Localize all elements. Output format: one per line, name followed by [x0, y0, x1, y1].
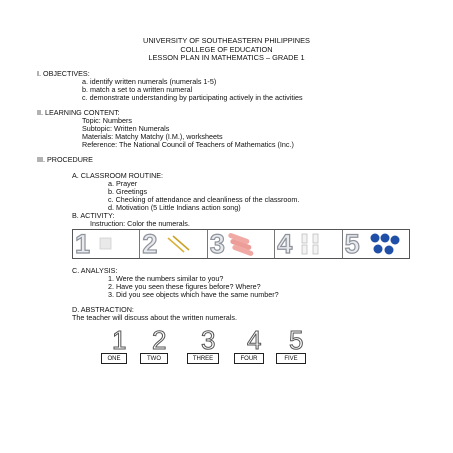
four-bottles-icon: [275, 230, 342, 258]
number-word-box: FOUR: [234, 353, 264, 364]
abstraction-text: The teacher will discuss about the written numerals.: [72, 313, 237, 322]
one-square-icon: [73, 230, 140, 258]
learning-content-heading: II. LEARNING CONTENT:: [37, 108, 120, 117]
content-line: Materials: Matchy Matchy (I.M.), worksheets: [82, 132, 223, 141]
numeral-cell-4: [275, 230, 342, 258]
routine-item: b. Greetings: [108, 187, 148, 196]
numeral-cell-2: [140, 230, 207, 258]
content-line: Reference: The National Council of Teachers of Mathematics (Inc.): [82, 140, 294, 149]
content-line: Subtopic: Written Numerals: [82, 124, 170, 133]
outline-numeral: 3: [201, 325, 216, 355]
numeral-cell-1: [73, 230, 140, 258]
analysis-question: 2. Have you seen these figures before? Where?: [108, 282, 261, 291]
objective-item: b. match a set to a written numeral: [82, 85, 193, 94]
outlined-numeral: 5: [344, 230, 360, 258]
activity-instruction: Instruction: Color the numerals.: [90, 219, 190, 228]
objectives-heading: I. OBJECTIVES:: [37, 69, 90, 78]
analysis-heading: C. ANALYSIS:: [72, 266, 118, 275]
number-word-box: ONE: [101, 353, 127, 364]
routine-heading: A. CLASSROOM ROUTINE:: [72, 171, 164, 180]
outlined-numeral: 4: [277, 230, 293, 258]
numeral-cell-5: [343, 230, 409, 258]
numeral-cell-3: [208, 230, 275, 258]
outlined-numeral: 1: [75, 230, 91, 258]
university-name: UNIVERSITY OF SOUTHEASTERN PHILIPPINES: [142, 36, 310, 45]
number-word-box: FIVE: [276, 353, 306, 364]
outline-numeral: 2: [152, 325, 167, 355]
two-pencils-icon: [140, 230, 207, 258]
plan-title: LESSON PLAN IN MATHEMATICS – GRADE 1: [148, 53, 305, 62]
abstraction-heading: D. ABSTRACTION:: [72, 305, 134, 314]
outline-numeral: 1: [112, 325, 127, 355]
objective-item: c. demonstrate understanding by participating actively in the activities: [82, 93, 303, 102]
numeral-coloring-strip: [72, 229, 410, 259]
activity-heading: B. ACTIVITY:: [72, 211, 115, 220]
outlined-numeral: 3: [209, 230, 225, 258]
number-word-box: THREE: [187, 353, 219, 364]
routine-item: c. Checking of attendance and cleanliness of the classroom.: [108, 195, 300, 204]
outlined-numeral: 2: [142, 230, 158, 258]
number-word-box: TWO: [140, 353, 168, 364]
content-line: Topic: Numbers: [82, 116, 132, 125]
procedure-heading: III. PROCEDURE: [37, 155, 93, 164]
objective-item: a. identify written numerals (numerals 1-5): [82, 77, 217, 86]
outline-numeral: 4: [247, 325, 262, 355]
outline-numeral: 5: [289, 325, 304, 355]
college-name: COLLEGE OF EDUCATION: [180, 44, 273, 54]
routine-item: a. Prayer: [108, 179, 138, 188]
routine-item: d. Motivation (5 Little Indians action song): [108, 203, 241, 212]
five-caps-icon: [343, 230, 409, 258]
analysis-question: 1. Were the numbers similar to you?: [108, 274, 224, 283]
three-erasers-icon: [208, 230, 275, 258]
analysis-question: 3. Did you see objects which have the same number?: [108, 290, 279, 299]
